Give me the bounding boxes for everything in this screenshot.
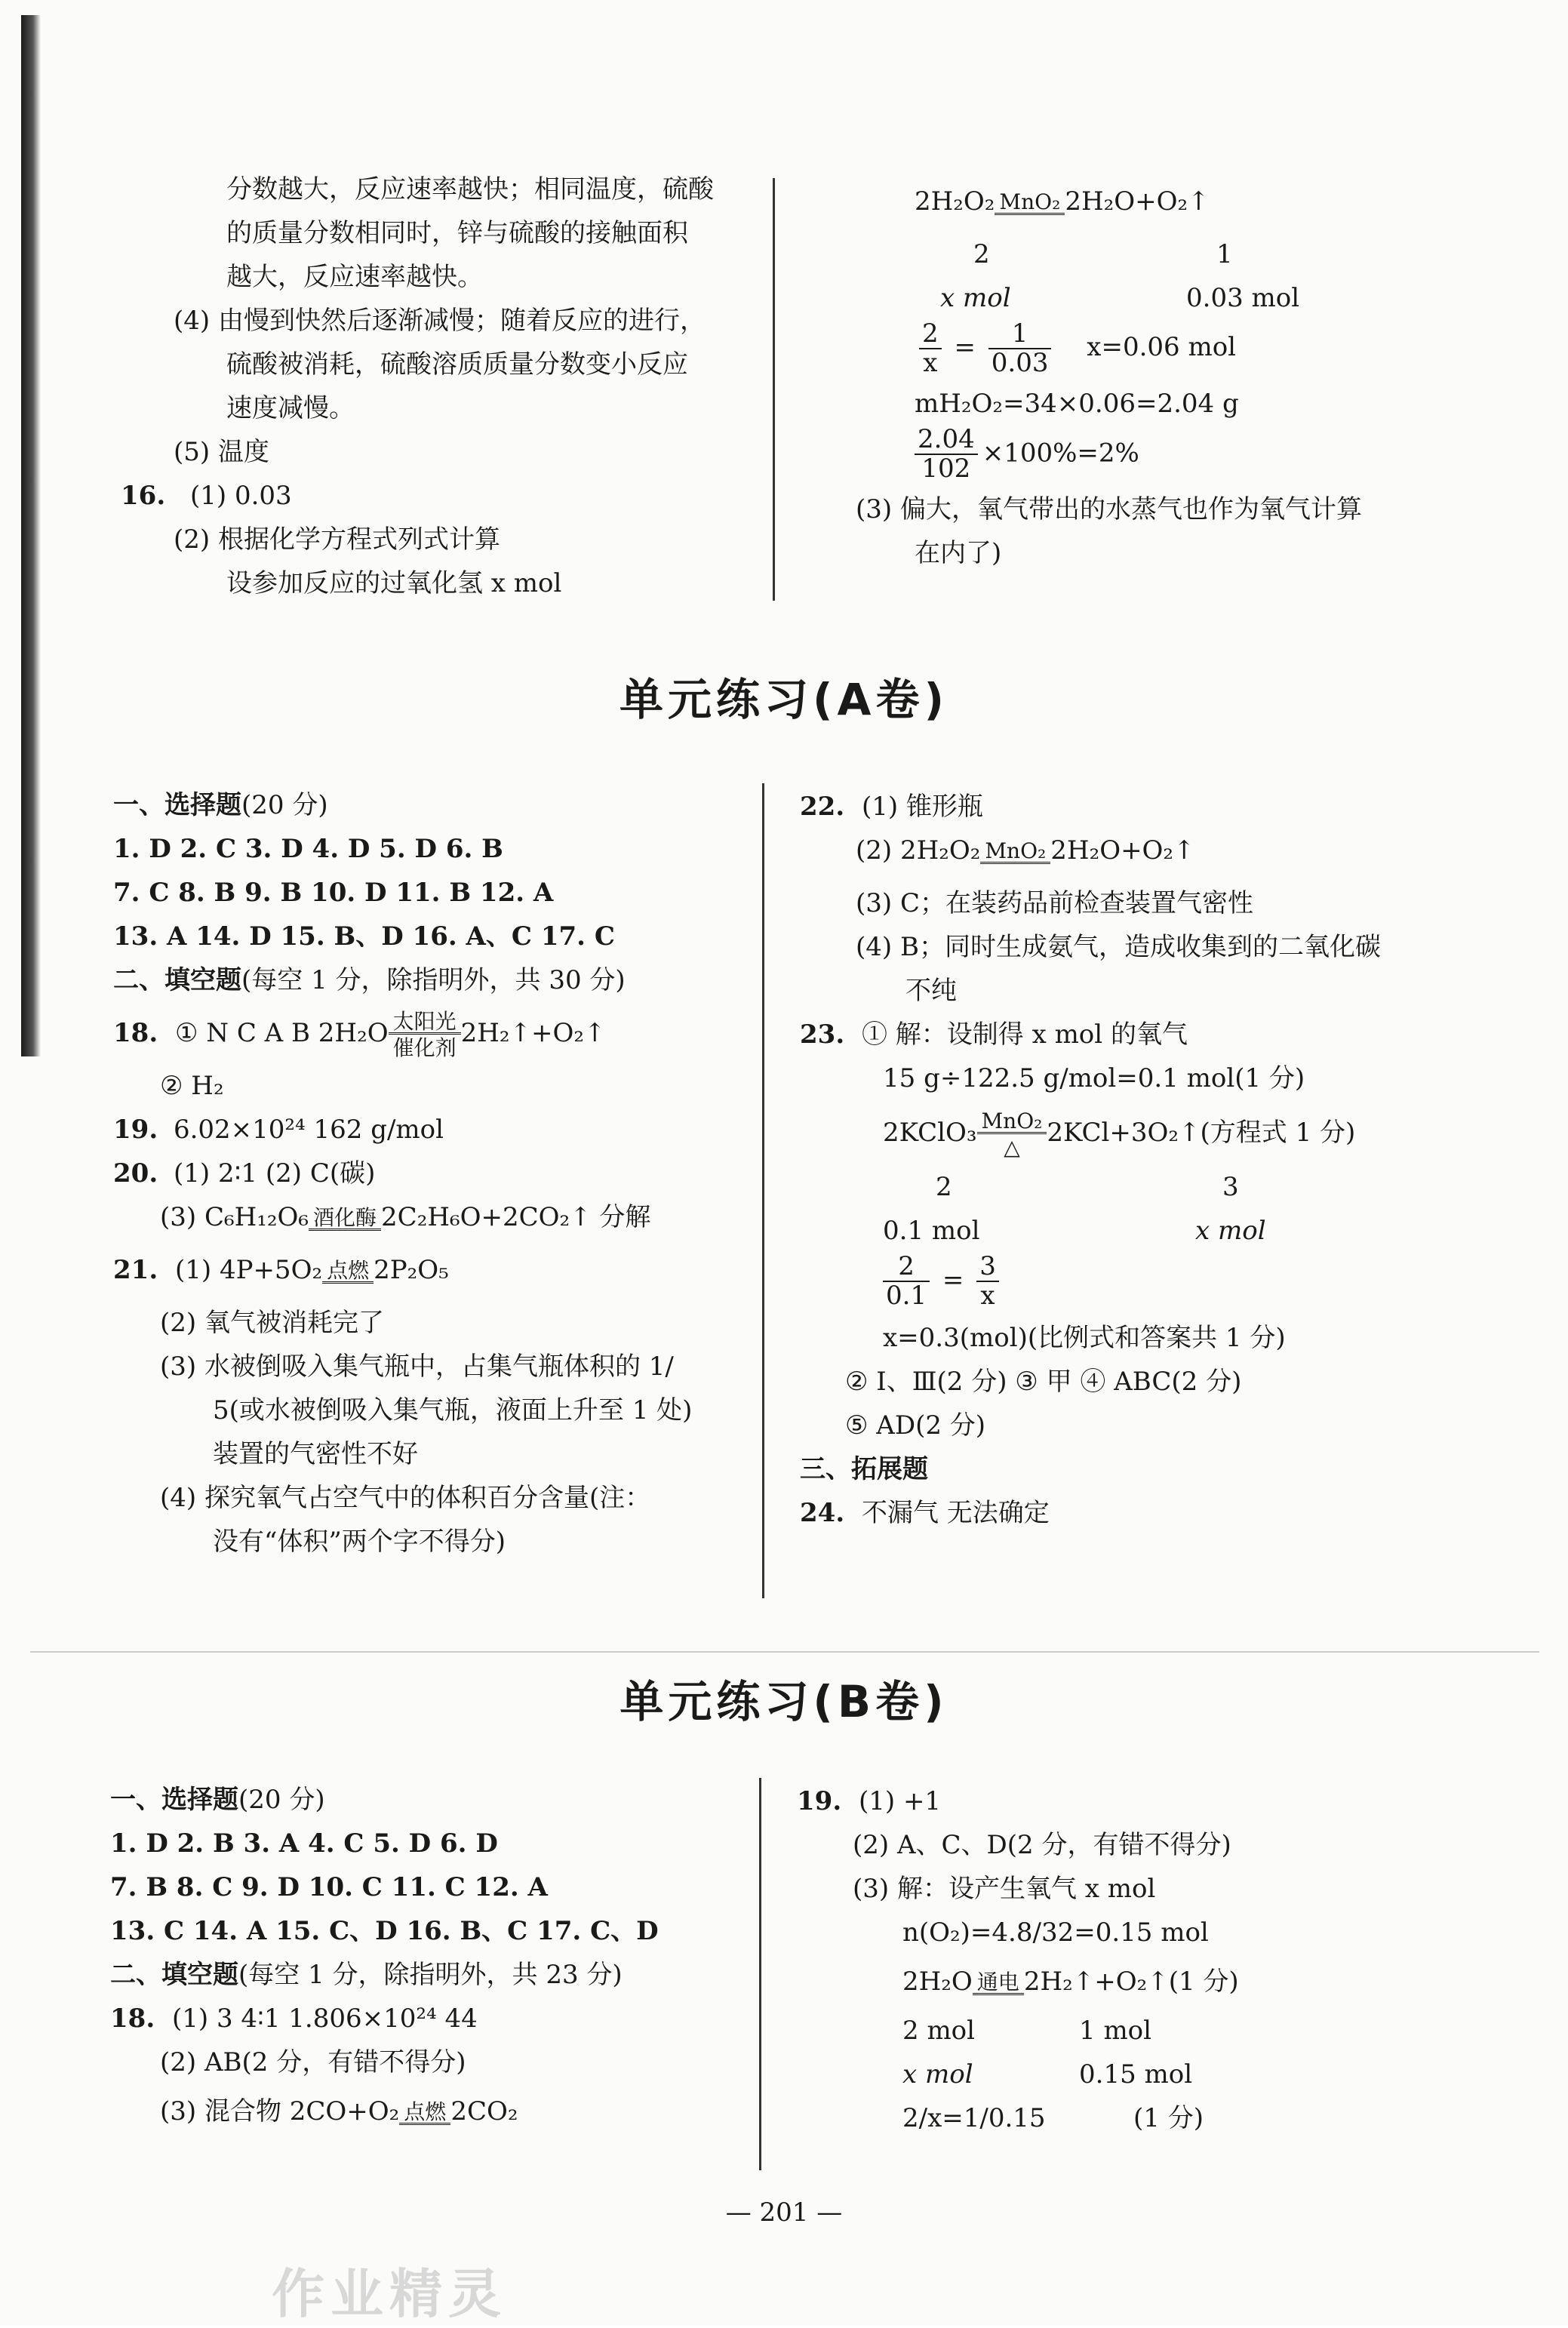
amount: x mol <box>1195 1216 1266 1246</box>
condition-top: 点燃 <box>399 2102 450 2125</box>
reaction-condition <box>980 838 1050 864</box>
denominator: x <box>923 348 938 379</box>
denominator: 102 <box>921 454 971 484</box>
watermark: 作业精灵 <box>272 2263 507 2325</box>
answer-text: (2) 氧气被消耗完了 <box>160 1308 384 1338</box>
section-title-a: 单元练习(A卷) <box>620 674 948 725</box>
amount: 0.03 mol <box>1186 283 1300 313</box>
equation-product: 2KCl+3O₂↑(方程式 1 分) <box>1047 1118 1356 1148</box>
denominator: 0.03 <box>991 348 1049 379</box>
answer-text: 6.02×10²⁴ 162 g/mol <box>173 1115 444 1145</box>
question-number: 16. <box>121 481 166 511</box>
equation-reactant: (1) 4P+5O₂ <box>174 1255 323 1285</box>
answer-text: ② Ⅰ、Ⅲ(2 分) ③ 甲 ④ ABC(2 分) <box>845 1367 1242 1397</box>
coefficient: 2 <box>936 1172 952 1202</box>
column-divider <box>773 178 775 601</box>
answer-text: 5(或水被倒吸入集气瓶，液面上升至 1 处) <box>213 1395 693 1425</box>
answer-text: (1) 2∶1 (2) C(碳) <box>173 1158 376 1189</box>
equation-product: 2H₂↑+O₂↑(1 分) <box>1023 1967 1239 1997</box>
denominator: x <box>980 1281 995 1312</box>
equation-product: 2H₂O+O₂↑ <box>1065 186 1210 217</box>
question-number: 24. <box>800 1498 845 1528</box>
equals-sign: = <box>954 332 976 363</box>
question-number: 21. <box>113 1255 158 1285</box>
equation-reactant: (2) 2H₂O₂ <box>856 835 981 866</box>
fraction <box>883 1253 930 1311</box>
mc-answers-row: 7. B 8. C 9. D 10. C 11. C 12. A <box>110 1872 548 1902</box>
fraction <box>915 426 978 484</box>
amount: x mol <box>940 283 1011 313</box>
answer-text: n(O₂)=4.8/32=0.15 mol <box>902 1917 1209 1948</box>
answer-text: ① N C A B 2H₂O <box>174 1018 389 1048</box>
mc-answers-row: 13. A 14. D 15. B、D 16. A、C 17. C <box>113 921 615 952</box>
amounts-line <box>800 1209 1524 1253</box>
text-line: (5) 温度 <box>174 437 269 467</box>
condition-top: 太阳光 <box>389 1011 461 1035</box>
section-heading: 三、拓展题 <box>800 1454 928 1484</box>
answer-text: ⑤ AD(2 分) <box>845 1410 986 1441</box>
mc-answers-row: 13. C 14. A 15. C、D 16. B、C 17. C、D <box>110 1916 659 1946</box>
numerator: 2.04 <box>915 426 978 455</box>
a-right-column <box>800 785 1524 1535</box>
coefficient: 3 <box>1222 1172 1239 1202</box>
condition-bottom: 催化剂 <box>392 1035 457 1060</box>
question-number: 20. <box>113 1158 158 1189</box>
mass-line: mH₂O₂=34×0.06=2.04 g <box>915 389 1239 419</box>
text-line: (1) 0.03 <box>189 481 292 511</box>
text-line: 分数越大，反应速率越快；相同温度，硫酸 <box>226 174 714 205</box>
numerator: 2 <box>919 320 942 349</box>
answer-text: 不漏气 无法确定 <box>861 1498 1050 1528</box>
ratio-line <box>797 2096 1521 2140</box>
answer-text: (2) AB(2 分，有错不得分) <box>160 2047 466 2077</box>
top-right-column <box>856 180 1518 575</box>
question-18 <box>113 1002 770 1064</box>
question-number: 18. <box>110 2004 155 2034</box>
answer-text: x=0.3(mol)(比例式和答案共 1 分) <box>883 1323 1286 1353</box>
answer-text: ① 解：设制得 x mol 的氧气 <box>861 1019 1188 1050</box>
equation-line <box>800 829 1524 881</box>
equation-reactant: (3) C₆H₁₂O₆ <box>160 1202 309 1232</box>
question-number: 19. <box>113 1115 158 1145</box>
amount: x mol <box>902 2059 973 2090</box>
a-left-column <box>113 783 770 1564</box>
text-line: (2) 根据化学方程式列式计算 <box>174 524 500 555</box>
answer-text: (2) A、C、D(2 分，有错不得分) <box>853 1830 1231 1860</box>
coefficient: 2 <box>973 239 990 269</box>
answer-text: (1) 锥形瓶 <box>861 792 983 822</box>
reaction-condition <box>973 1969 1024 1995</box>
points: (每空 1 分，除指明外，共 30 分) <box>241 965 626 995</box>
condition-top: 酒化酶 <box>309 1207 381 1231</box>
percent-result: ×100%=2% <box>982 438 1139 469</box>
question-16 <box>121 474 770 518</box>
reaction-condition <box>389 1008 461 1060</box>
condition-top: MnO₂ <box>980 841 1050 864</box>
scan-edge-shadow <box>21 15 41 1056</box>
question-number: 18. <box>113 1018 158 1048</box>
reaction-condition <box>977 1108 1047 1160</box>
ratio: 2/x=1/0.15 <box>902 2103 1046 2133</box>
coefficient: 1 <box>1216 239 1233 269</box>
coefficients-line <box>915 232 1518 276</box>
text-line: (4) 由慢到快然后逐渐减慢；随着反应的进行， <box>174 306 706 336</box>
equation-line <box>800 1100 1524 1165</box>
answer-text: (4) 探究氧气占空气中的体积百分含量(注： <box>160 1483 651 1513</box>
equation-line <box>113 1195 770 1248</box>
section-heading: 二、填空题 <box>113 965 241 995</box>
condition-top: 点燃 <box>322 1260 374 1284</box>
answer-text: (3) C；在装药品前检查装置气密性 <box>856 888 1253 918</box>
amount: 0.15 mol <box>1079 2059 1193 2090</box>
top-left-column <box>121 168 770 605</box>
answer-text: 15 g÷122.5 g/mol=0.1 mol(1 分) <box>883 1063 1305 1093</box>
answer-text: (4) B；同时生成氨气，造成收集到的二氧化碳 <box>856 932 1381 962</box>
amounts-line <box>915 276 1518 320</box>
answer-text: (1) +1 <box>858 1786 942 1816</box>
section-heading: 二、填空题 <box>110 1960 238 1990</box>
equation-reactant: 2KClO₃ <box>883 1118 977 1148</box>
equation-reactant: (3) 混合物 2CO+O₂ <box>160 2096 400 2127</box>
b-left-column <box>110 1778 767 2139</box>
condition-top: 通电 <box>973 1972 1024 1995</box>
b-right-column <box>797 1779 1521 2140</box>
equation-product: 2CO₂ <box>450 2096 518 2127</box>
answer-text: (3) 解：设产生氧气 x mol <box>853 1874 1156 1904</box>
amount: 1 mol <box>1079 2016 1152 2046</box>
section-heading: 一、选择题 <box>113 790 241 820</box>
question-21 <box>113 1248 770 1301</box>
text-line: 速度减慢。 <box>226 393 355 423</box>
fraction <box>988 320 1052 378</box>
amount: 2 mol <box>902 2016 976 2046</box>
equation-line <box>915 180 1518 232</box>
answer-text: 不纯 <box>905 976 957 1006</box>
equation-product: 2H₂O+O₂↑ <box>1050 835 1195 866</box>
text-line: (3) 偏大，氧气带出的水蒸气也作为氧气计算 <box>856 494 1362 524</box>
answer-text: 没有“体积”两个字不得分) <box>213 1527 506 1557</box>
answer-text: 装置的气密性不好 <box>213 1439 418 1469</box>
answer-text: (1) 3 4∶1 1.806×10²⁴ 44 <box>171 2004 478 2034</box>
text-line: 设参加反应的过氧化氢 x mol <box>226 568 562 598</box>
amount: 0.1 mol <box>883 1216 980 1246</box>
mc-answers-row: 1. D 2. C 3. D 4. D 5. D 6. B <box>113 834 503 864</box>
result: x=0.06 mol <box>1087 332 1237 363</box>
equation-product: 2H₂↑+O₂↑ <box>460 1018 606 1048</box>
answer-text: ② H₂ <box>160 1071 224 1101</box>
condition-top: MnO₂ <box>977 1111 1047 1134</box>
answer-text: (3) 水被倒吸入集气瓶中，占集气瓶体积的 1/ <box>160 1352 674 1382</box>
condition-top: MnO₂ <box>995 192 1065 215</box>
points: (20 分) <box>238 1785 325 1815</box>
text-line: 硫酸被消耗，硫酸溶质质量分数变小反应 <box>226 349 688 380</box>
text-line: 越大，反应速率越快。 <box>226 262 483 292</box>
equation-line <box>110 2084 767 2139</box>
reaction-condition <box>399 2099 450 2125</box>
numerator: 1 <box>988 320 1052 349</box>
numerator: 2 <box>883 1253 930 1282</box>
text-line: 的质量分数相同时，锌与硫酸的接触面积 <box>226 218 688 248</box>
equation-product: 2P₂O₅ <box>374 1255 449 1285</box>
fraction <box>919 320 942 378</box>
fraction <box>976 1253 999 1311</box>
amounts-line <box>797 2053 1521 2096</box>
denominator: 0.1 <box>886 1281 927 1312</box>
section-heading: 一、选择题 <box>110 1785 238 1815</box>
numerator: 3 <box>976 1253 999 1282</box>
equation-reactant: 2H₂O₂ <box>915 186 995 217</box>
equation-reactant: 2H₂O <box>902 1967 973 1997</box>
amounts-line <box>797 2009 1521 2053</box>
points: (1 分) <box>1133 2103 1204 2133</box>
points: (每空 1 分，除指明外，共 23 分) <box>238 1960 623 1990</box>
column-divider <box>759 1778 761 2170</box>
question-number: 23. <box>800 1019 845 1050</box>
column-divider <box>762 783 764 1598</box>
points: (20 分) <box>241 790 328 820</box>
percent-line <box>915 426 1518 487</box>
question-number: 22. <box>800 792 845 822</box>
reaction-condition <box>995 189 1065 215</box>
equation-line <box>797 1954 1521 2009</box>
ratio-line <box>915 320 1518 382</box>
text-line: 在内了) <box>915 538 1002 568</box>
page-number: — 201 — <box>725 2197 843 2228</box>
question-number: 19. <box>797 1786 842 1816</box>
reaction-condition <box>309 1204 381 1231</box>
section-title-b: 单元练习(B卷) <box>620 1676 948 1727</box>
coefficients-line <box>800 1165 1524 1209</box>
equation-product: 2C₂H₆O+2CO₂↑ 分解 <box>381 1202 651 1232</box>
section-separator <box>30 1651 1539 1653</box>
condition-bottom: △ <box>1004 1134 1020 1160</box>
reaction-condition <box>322 1257 374 1284</box>
mc-answers-row: 1. D 2. B 3. A 4. C 5. D 6. D <box>110 1828 498 1859</box>
mc-answers-row: 7. C 8. B 9. B 10. D 11. B 12. A <box>113 878 554 908</box>
ratio-line: $\frac{2}{0.1}$ = $\frac{3}{x}$ <box>800 1253 1524 1316</box>
